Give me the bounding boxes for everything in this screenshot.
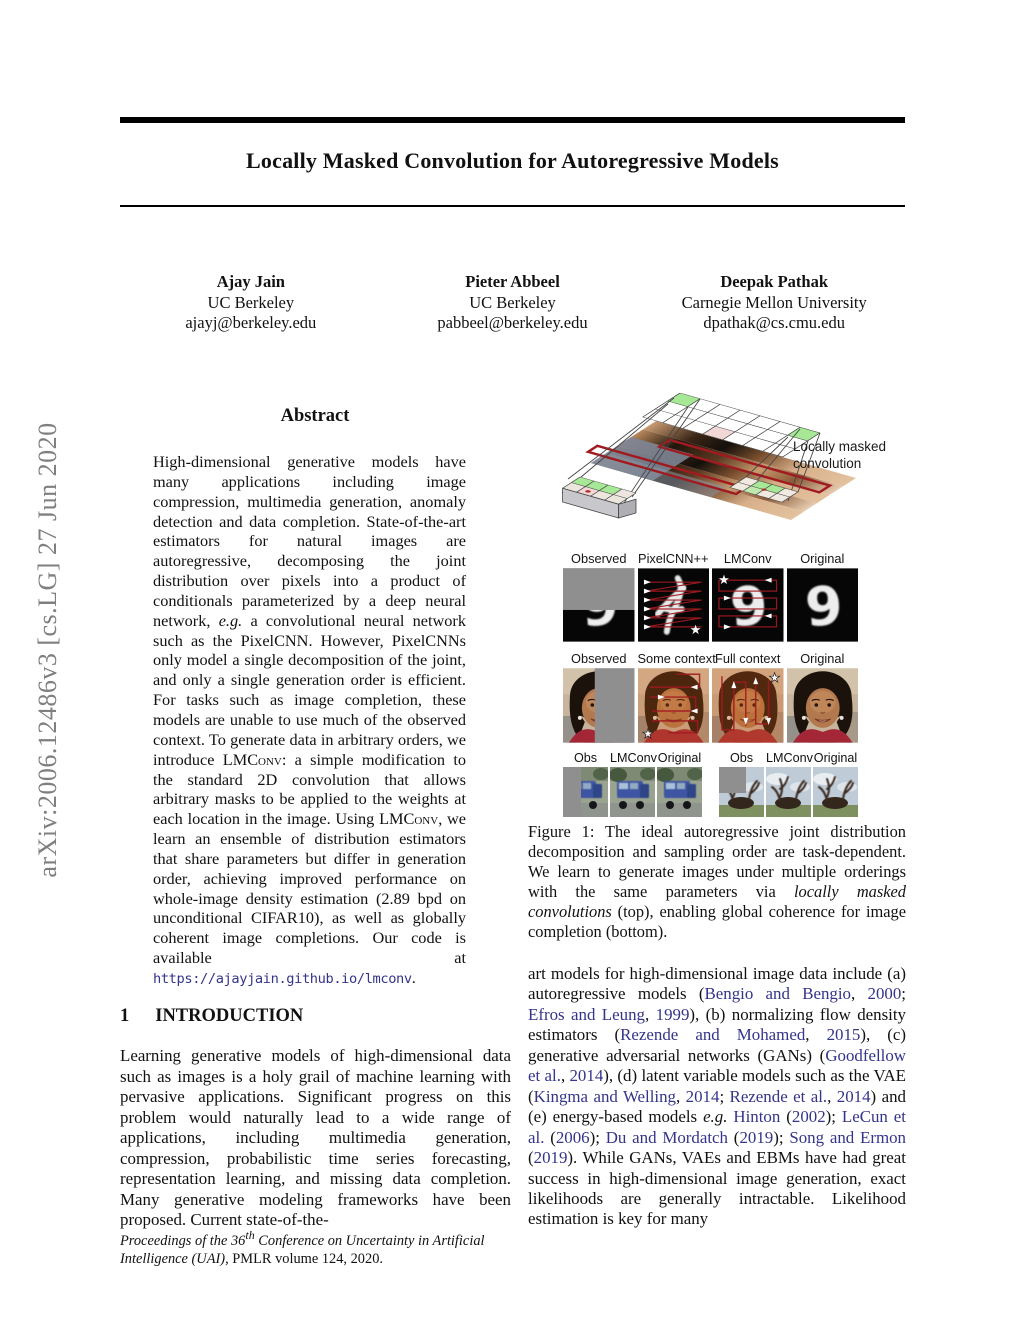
text-segment: , xyxy=(676,1086,686,1106)
citation-link[interactable]: Bengio and Bengio xyxy=(704,984,852,1004)
citation-link[interactable]: 2014 xyxy=(836,1086,871,1106)
citation-link[interactable]: Efros and Leung xyxy=(528,1004,645,1024)
text-segment: , xyxy=(851,984,868,1004)
row3-label: Original xyxy=(657,751,702,765)
text-segment: , xyxy=(560,1066,570,1086)
text-segment: . xyxy=(411,967,416,987)
row2-label: Some context xyxy=(637,651,716,666)
face-some-context-image xyxy=(638,668,710,743)
citation-link[interactable]: 2006 xyxy=(555,1127,590,1147)
deer-lmconv-image xyxy=(766,767,811,817)
author-name: Ajay Jain xyxy=(216,272,285,291)
abstract-heading: Abstract xyxy=(280,406,350,426)
citation-link[interactable]: 2014 xyxy=(569,1066,604,1086)
figure1-row-cifar xyxy=(563,751,863,817)
face-full-context-image xyxy=(712,668,784,743)
text-segment: locally masked convolutions xyxy=(528,881,907,921)
title-rule xyxy=(120,205,905,207)
text-segment: ); xyxy=(773,1127,790,1147)
figure1-caption xyxy=(528,822,906,941)
locally-masked-convolution-label: Locally masked convolution xyxy=(793,439,887,471)
citation-link[interactable]: Rezende and Mohamed xyxy=(620,1025,806,1045)
mnist-observed-image xyxy=(563,568,635,642)
row1-label: PixelCNN++ xyxy=(638,551,709,566)
text-segment: ( xyxy=(544,1127,556,1147)
author-1 xyxy=(120,272,382,334)
citation-link[interactable]: Rezende et al. xyxy=(729,1086,828,1106)
text-segment: High-dimensional generative models have many applications including image compression, multimedia generation, anomaly detection and data completion. State-of-the-art estimators for natural images are autoregressive, decomposing the joint distribution over pixels into a product of conditionals parameterized by a deep neural network, xyxy=(153,452,466,630)
citation-link[interactable]: 2019 xyxy=(533,1148,568,1168)
figure1-row-faces xyxy=(563,651,863,743)
text-segment: PMLR volume 124, 2020. xyxy=(228,1251,383,1268)
text-segment: e.g. xyxy=(703,1107,728,1127)
author-affiliation: UC Berkeley xyxy=(207,292,295,312)
citation-link[interactable]: Kingma and Welling xyxy=(533,1086,677,1106)
code-url-link[interactable]: https://ajayjain.github.io/lmconv xyxy=(153,970,412,987)
text-segment: : a simple modification to the standard 2D convolution that allows arbitrary masks to be applied to the weights at each location in the image. Using xyxy=(153,749,466,829)
deer-original-image xyxy=(813,767,858,817)
citation-link[interactable]: Goodfellow et al. xyxy=(528,1045,906,1086)
introduction-paragraph: Learning generative models of high-dimensional data such as images is a holy grail of machine learning with pervasive applications. Significant progress on this problem would naturally lead to a wide range of applications, including multimedia generation, compression, probabilistic time series forecasting, representation learning, and missing data completion. Many generative modeling frameworks have been proposed. Current state-of-the- xyxy=(120,1046,511,1229)
row1-label: Original xyxy=(800,551,845,566)
section-1-heading xyxy=(120,1006,511,1027)
author-name: Deepak Pathak xyxy=(720,272,829,291)
text-segment: LMConv xyxy=(379,809,439,829)
end-star-icon: ★ xyxy=(768,671,781,686)
abstract-text xyxy=(153,452,466,990)
author-name: Pieter Abbeel xyxy=(465,272,560,291)
citation-link[interactable]: 2002 xyxy=(791,1107,826,1127)
row2-label: Original xyxy=(800,651,845,666)
text-segment: ); xyxy=(589,1127,606,1147)
face-original-image xyxy=(787,668,859,743)
citation-link[interactable]: 2000 xyxy=(867,984,902,1004)
citation-link[interactable]: Song and Ermon xyxy=(789,1127,906,1147)
author-email[interactable]: dpathak@cs.cmu.edu xyxy=(703,313,845,332)
text-segment: th xyxy=(245,1228,255,1242)
text-segment: , xyxy=(805,1025,827,1045)
arxiv-watermark: arXiv:2006.12486v3 [cs.LG] 27 Jun 2020 xyxy=(33,422,62,878)
text-segment: ( xyxy=(728,1127,740,1147)
citation-link[interactable]: Hinton xyxy=(733,1107,781,1127)
truck-original-image xyxy=(657,767,702,817)
author-affiliation: UC Berkeley xyxy=(469,292,556,312)
section-title: INTRODUCTION xyxy=(155,1006,304,1026)
text-segment: Figure 1: The ideal autoregressive joint distribution decomposition and sampling order are task-dependent. We learn to generate images under multiple orderings with the same parameters via xyxy=(528,822,906,901)
end-star-icon: ★ xyxy=(689,622,701,637)
text-segment: ( xyxy=(528,1148,534,1168)
row2-label: Full context xyxy=(715,651,781,666)
start-star-icon: ★ xyxy=(718,573,730,588)
figure1-3d-diagram xyxy=(528,391,905,549)
row3-label: LMConv xyxy=(766,751,813,765)
right-column-paragraph xyxy=(528,964,906,1230)
text-segment: e.g. xyxy=(218,610,243,630)
row3-label: LMConv xyxy=(610,751,657,765)
figure1-row-mnist xyxy=(563,551,863,642)
citation-link[interactable]: LeCun et al. xyxy=(528,1107,906,1147)
author-block xyxy=(120,272,905,334)
row3-label: Obs xyxy=(729,751,754,765)
citation-link[interactable]: 2015 xyxy=(826,1025,861,1045)
mnist-pixelcnn-image xyxy=(638,568,710,642)
section-number: 1 xyxy=(120,1006,130,1026)
text-segment: , we learn an ensemble of distribution estimators that share parameters but differ in generation order, achieving improved performance on whole-image density estimation (2.89 bpd on unconditional CIFAR10), as well as globally coherent image completions. Our code is available at xyxy=(153,809,466,968)
truck-observed-image xyxy=(563,767,608,817)
text-segment: , xyxy=(827,1086,837,1106)
author-3 xyxy=(643,272,905,334)
page-title: Locally Masked Convolution for Autoregressive Models xyxy=(246,148,779,173)
text-segment: ), (d) latent variable models such as the VAE ( xyxy=(528,1066,906,1106)
text-segment: ), (b) normalizing flow density estimators ( xyxy=(528,1004,906,1045)
row3-label: Obs xyxy=(573,751,598,765)
text-segment: ) and (e) energy-based models xyxy=(528,1086,906,1127)
text-segment: a convolutional neural network such as the PixelCNN. However, PixelCNNs only model a single decomposition of the joint, and only a single generation order is efficient. For tasks such as image completion, these models are unable to use much of the observed context. To generate data in arbitrary orders, we introduce xyxy=(153,610,466,769)
text-segment: ; xyxy=(719,1086,730,1106)
citation-link[interactable]: Du and Mordatch xyxy=(605,1127,729,1147)
text-segment: , xyxy=(644,1004,656,1024)
text-segment: ); xyxy=(825,1107,842,1127)
text-segment: LMConv xyxy=(222,749,282,769)
citation-link[interactable]: 2019 xyxy=(739,1127,774,1147)
text-segment: Conference on Uncertainty in Artificial Intelligence (UAI), xyxy=(120,1232,485,1268)
text-segment: (top), enabling global coherence for image completion (bottom). xyxy=(528,901,906,941)
author-affiliation: Carnegie Mellon University xyxy=(681,292,867,312)
citation-link[interactable]: 1999 xyxy=(655,1004,690,1024)
text-segment: ), (c) generative adversarial networks (GANs) ( xyxy=(528,1025,906,1065)
author-email[interactable]: ajayj@berkeley.edu xyxy=(185,313,317,332)
text-segment: art models for high-dimensional image data include (a) autoregressive models ( xyxy=(528,964,906,1004)
author-2 xyxy=(382,272,644,334)
row1-label: LMConv xyxy=(723,551,772,566)
citation-link[interactable]: 2014 xyxy=(685,1086,720,1106)
face-observed-image xyxy=(563,668,635,743)
row1-label: Observed xyxy=(571,551,627,566)
row3-label: Original xyxy=(813,751,858,765)
proceedings-footnote xyxy=(120,1226,520,1269)
author-email[interactable]: pabbeel@berkeley.edu xyxy=(437,313,588,332)
start-star-icon: ★ xyxy=(641,726,654,741)
mnist-original-image xyxy=(787,568,859,642)
mnist-lmconv-image xyxy=(712,568,784,642)
text-segment: Proceedings of the 36 xyxy=(120,1232,246,1249)
text-segment: ; xyxy=(901,984,906,1004)
truck-lmconv-image xyxy=(610,767,655,817)
deer-observed-image xyxy=(719,767,764,817)
text-segment: ( xyxy=(780,1107,792,1127)
text-segment: ). While GANs, VAEs and EBMs have had great success in high-dimensional image generation, exact likelihoods are generally intractable. Likelihood estimation is key for many xyxy=(528,1148,906,1229)
row2-label: Observed xyxy=(571,651,627,666)
top-rule xyxy=(120,117,905,123)
